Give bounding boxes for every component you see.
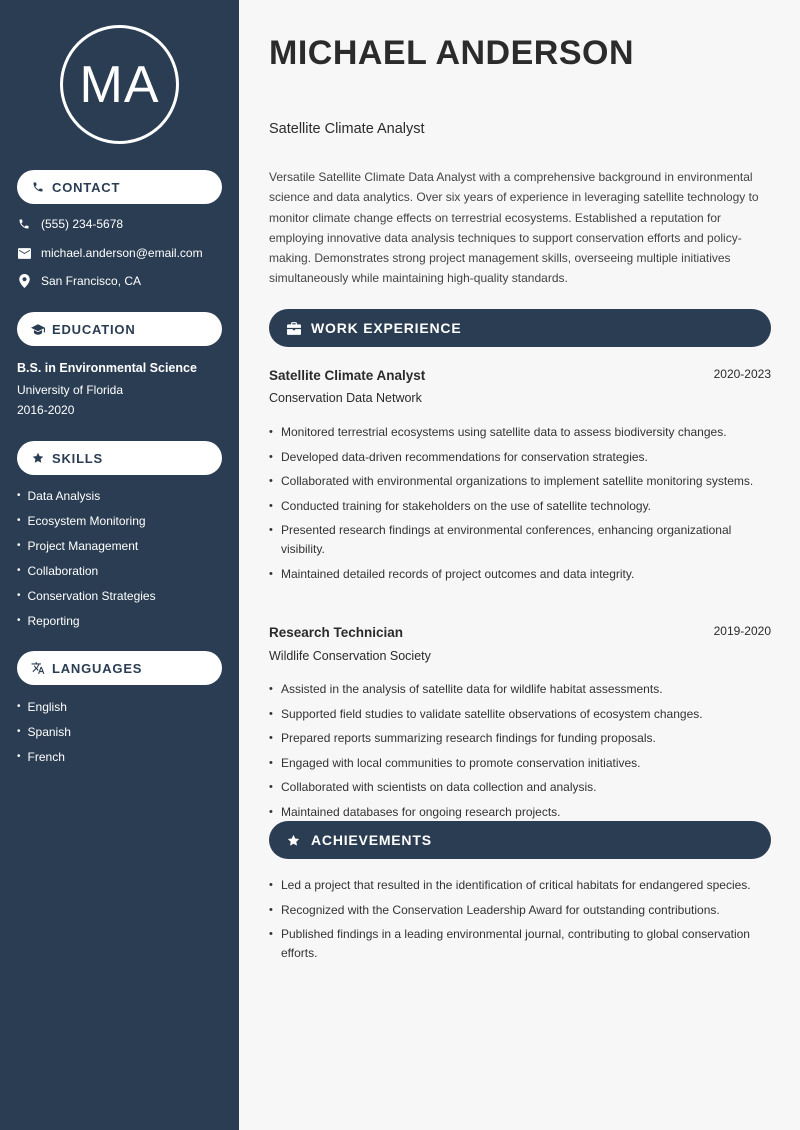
contact-location bbox=[17, 274, 141, 288]
job-bullet: • Assisted in the analysis of satellite data for wildlife habitat assessments. bbox=[269, 680, 764, 699]
job-title: Research Technician bbox=[269, 625, 404, 640]
job-bullets bbox=[269, 680, 764, 827]
translate-icon bbox=[31, 661, 45, 675]
contact-email bbox=[17, 246, 203, 260]
contact-section-header bbox=[17, 170, 222, 204]
job-bullet: • Developed data-driven recommendations for conservation strategies. bbox=[269, 448, 764, 467]
achievement-item: • Published findings in a leading environmental journal, contributing to global conservation efforts. bbox=[269, 925, 764, 963]
work-experience-title: WORK EXPERIENCE bbox=[311, 320, 462, 336]
monogram-avatar bbox=[60, 25, 179, 144]
skills-section-header bbox=[17, 441, 222, 475]
job-bullet: • Supported field studies to validate satellite observations of ecosystem changes. bbox=[269, 705, 764, 724]
skill-item: • Conservation Strategies bbox=[17, 583, 156, 608]
candidate-role: Satellite Climate Analyst bbox=[269, 121, 425, 137]
job-bullet: • Conducted training for stakeholders on the use of satellite technology. bbox=[269, 497, 764, 516]
sidebar bbox=[0, 0, 239, 1130]
contact-title: CONTACT bbox=[52, 179, 121, 195]
skill-item: • Collaboration bbox=[17, 558, 156, 583]
language-item: • English bbox=[17, 694, 71, 719]
email-icon bbox=[17, 246, 31, 260]
languages-list bbox=[17, 694, 71, 769]
graduation-cap-icon bbox=[31, 322, 45, 336]
skills-title: SKILLS bbox=[52, 450, 104, 466]
job-bullet: • Monitored terrestrial ecosystems using satellite data to assess biodiversity changes. bbox=[269, 423, 764, 442]
job-title: Satellite Climate Analyst bbox=[269, 368, 426, 383]
education-degree: B.S. in Environmental Science bbox=[17, 361, 197, 375]
phone-icon bbox=[17, 217, 31, 231]
skill-item: • Reporting bbox=[17, 608, 156, 633]
job-organization: Wildlife Conservation Society bbox=[269, 649, 431, 663]
achievements-list bbox=[269, 876, 764, 969]
location-pin-icon bbox=[17, 274, 31, 288]
job-bullet: • Maintained detailed records of project outcomes and data integrity. bbox=[269, 565, 764, 584]
phone-icon bbox=[31, 180, 45, 194]
languages-title: LANGUAGES bbox=[52, 660, 143, 676]
job-bullet: • Collaborated with environmental organizations to implement satellite monitoring systems. bbox=[269, 472, 764, 491]
education-title: EDUCATION bbox=[52, 321, 136, 337]
job-bullet: • Engaged with local communities to promote conservation initiatives. bbox=[269, 754, 764, 773]
education-school: University of Florida bbox=[17, 383, 124, 397]
language-item: • French bbox=[17, 744, 71, 769]
work-experience-section-header bbox=[269, 309, 771, 347]
language-item: • Spanish bbox=[17, 719, 71, 744]
star-icon bbox=[31, 451, 45, 465]
job-organization: Conservation Data Network bbox=[269, 391, 422, 405]
briefcase-icon bbox=[286, 321, 301, 336]
job-bullet: • Collaborated with scientists on data collection and analysis. bbox=[269, 778, 764, 797]
achievements-title: ACHIEVEMENTS bbox=[311, 832, 432, 848]
skill-item: • Data Analysis bbox=[17, 483, 156, 508]
job-bullet: • Presented research findings at environmental conferences, enhancing organizational visibility. bbox=[269, 521, 764, 559]
education-years: 2016-2020 bbox=[17, 403, 75, 417]
skill-item: • Ecosystem Monitoring bbox=[17, 508, 156, 533]
professional-summary: Versatile Satellite Climate Data Analyst with a comprehensive background in environmental science and data analytics. Over six years of experience in leveraging satellite technology to monitor climate change effects on terrestrial ecosystems. Established a reputation for employing innovative data analysis techniques to support conservation efforts and policy-making. Demonstrates strong project management skills, overseeing multiple initiatives simultaneously while maintaining high-quality standards. bbox=[269, 170, 759, 286]
job-bullet: • Prepared reports summarizing research findings for funding proposals. bbox=[269, 729, 764, 748]
job-bullet: • Maintained databases for ongoing research projects. bbox=[269, 803, 764, 822]
job-dates: 2019-2020 bbox=[713, 624, 771, 638]
skills-list bbox=[17, 483, 156, 633]
achievement-item: • Led a project that resulted in the identification of critical habitats for endangered species. bbox=[269, 876, 764, 895]
location-text: San Francisco, CA bbox=[41, 274, 142, 288]
achievements-section-header bbox=[269, 821, 771, 859]
phone-text: (555) 234-5678 bbox=[41, 217, 124, 231]
languages-section-header bbox=[17, 651, 222, 685]
star-icon bbox=[286, 833, 301, 848]
skill-item: • Project Management bbox=[17, 533, 156, 558]
job-dates: 2020-2023 bbox=[713, 367, 771, 381]
job-bullets bbox=[269, 423, 764, 589]
achievement-item: • Recognized with the Conservation Leadership Award for outstanding contributions. bbox=[269, 901, 764, 920]
education-section-header bbox=[17, 312, 222, 346]
contact-phone bbox=[17, 217, 123, 231]
email-text: michael.anderson@email.com bbox=[41, 246, 203, 260]
monogram-initials: MA bbox=[79, 55, 160, 114]
candidate-name: MICHAEL ANDERSON bbox=[269, 34, 635, 72]
